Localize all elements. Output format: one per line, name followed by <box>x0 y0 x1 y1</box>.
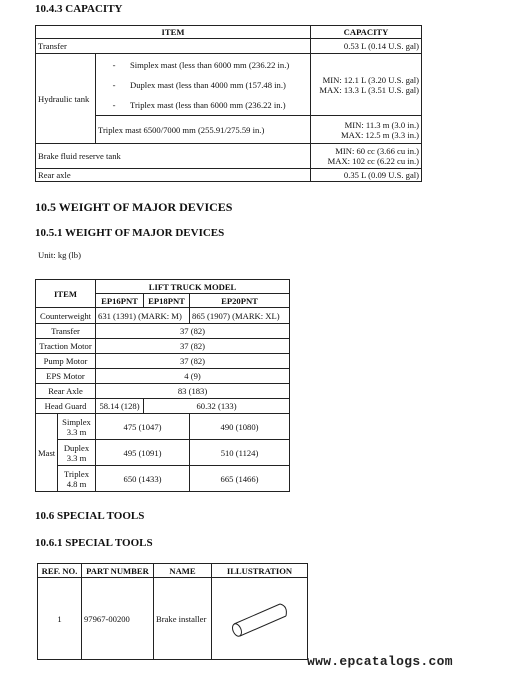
table-row <box>38 578 308 660</box>
tools-col-ref: REF. NO. <box>38 564 82 578</box>
capacity-triplex-row: - Triplex mast (less than 6000 mm (236.22 in.) <box>112 99 286 110</box>
weight-simplex-2: 490 (1080) <box>190 414 290 440</box>
capacity-table <box>35 25 422 182</box>
weight-head-guard-2: 60.32 (133) <box>144 399 290 414</box>
tools-name-value: Brake installer <box>154 578 212 660</box>
capacity-col-item: ITEM <box>36 26 311 39</box>
capacity-rear-axle-value: 0.35 L (0.09 U.S. gal) <box>311 169 422 182</box>
weight-unit: Unit: kg (lb) <box>38 250 81 260</box>
capacity-triplex-special: Triplex mast 6500/7000 mm (255.91/275.59 in.) <box>96 116 311 144</box>
weight-transfer-value: 37 (82) <box>96 324 290 339</box>
weight-eps-label: EPS Motor <box>36 369 96 384</box>
weight-counterweight-1: 631 (1391) (MARK: M) <box>96 308 190 324</box>
weight-col-item: ITEM <box>36 280 96 308</box>
weight-counterweight-label: Counterweight <box>36 308 96 324</box>
weight-head-guard-1: 58.14 (128) <box>96 399 144 414</box>
weight-traction-label: Traction Motor <box>36 339 96 354</box>
weight-duplex-label: Duplex 3.3 m <box>58 440 96 466</box>
capacity-simplex-row: - Simplex mast (less than 6000 mm (236.22 in.) <box>112 59 290 70</box>
weight-rear-axle-value: 83 (183) <box>96 384 290 399</box>
weight-eps-value: 4 (9) <box>96 369 290 384</box>
weight-duplex-2: 510 (1124) <box>190 440 290 466</box>
brake-installer-illustration <box>212 578 308 660</box>
tools-heading: 10.6 SPECIAL TOOLS <box>35 510 145 522</box>
weight-transfer-label: Transfer <box>36 324 96 339</box>
capacity-transfer-value: 0.53 L (0.14 U.S. gal) <box>311 39 422 54</box>
weight-heading: 10.5 WEIGHT OF MAJOR DEVICES <box>35 200 233 214</box>
weight-counterweight-2: 865 (1907) (MARK: XL) <box>190 308 290 324</box>
capacity-hydraulic-label: Hydraulic tank <box>36 54 96 144</box>
brake-installer-icon <box>220 594 300 644</box>
tools-ref-value: 1 <box>38 578 82 660</box>
weight-table <box>35 279 290 492</box>
capacity-heading: 10.4.3 CAPACITY <box>35 3 123 15</box>
weight-simplex-1: 475 (1047) <box>96 414 190 440</box>
weight-head-guard-label: Head Guard <box>36 399 96 414</box>
weight-triplex-1: 650 (1433) <box>96 466 190 492</box>
watermark: www.epcatalogs.com <box>307 654 453 669</box>
capacity-triplex-special-value: MIN: 11.3 m (3.0 in.) MAX: 12.5 m (3.3 in.) <box>311 116 422 144</box>
tools-col-illustration: ILLUSTRATION <box>212 564 308 578</box>
capacity-brake-label: Brake fluid reserve tank <box>36 144 311 169</box>
capacity-col-capacity: CAPACITY <box>311 26 422 39</box>
weight-simplex-label: Simplex 3.3 m <box>58 414 96 440</box>
capacity-brake-value: MIN: 60 cc (3.66 cu in.) MAX: 102 cc (6.22 cu in.) <box>311 144 422 169</box>
capacity-rear-axle-label: Rear axle <box>36 169 311 182</box>
tools-col-name: NAME <box>154 564 212 578</box>
tools-subheading: 10.6.1 SPECIAL TOOLS <box>35 537 153 549</box>
weight-duplex-1: 495 (1091) <box>96 440 190 466</box>
weight-rear-axle-label: Rear Axle <box>36 384 96 399</box>
capacity-hydraulic-items <box>96 54 311 116</box>
weight-pump-label: Pump Motor <box>36 354 96 369</box>
weight-model-ep18: EP18PNT <box>144 294 190 308</box>
weight-model-ep16: EP16PNT <box>96 294 144 308</box>
weight-triplex-label: Triplex 4.8 m <box>58 466 96 492</box>
tools-col-part: PART NUMBER <box>82 564 154 578</box>
weight-subheading: 10.5.1 WEIGHT OF MAJOR DEVICES <box>35 227 225 239</box>
weight-pump-value: 37 (82) <box>96 354 290 369</box>
weight-col-model: LIFT TRUCK MODEL <box>96 280 290 294</box>
tools-part-value: 97967-00200 <box>82 578 154 660</box>
weight-traction-value: 37 (82) <box>96 339 290 354</box>
weight-model-ep20: EP20PNT <box>190 294 290 308</box>
capacity-hydraulic-value: MIN: 12.1 L (3.20 U.S. gal) MAX: 13.3 L (3.51 U.S. gal) <box>311 54 422 116</box>
capacity-transfer-label: Transfer <box>36 39 311 54</box>
weight-mast-label: Mast <box>36 414 58 492</box>
capacity-duplex-row: - Duplex mast (less than 4000 mm (157.48 in.) <box>112 79 286 90</box>
tools-table <box>37 563 308 660</box>
weight-triplex-2: 665 (1466) <box>190 466 290 492</box>
